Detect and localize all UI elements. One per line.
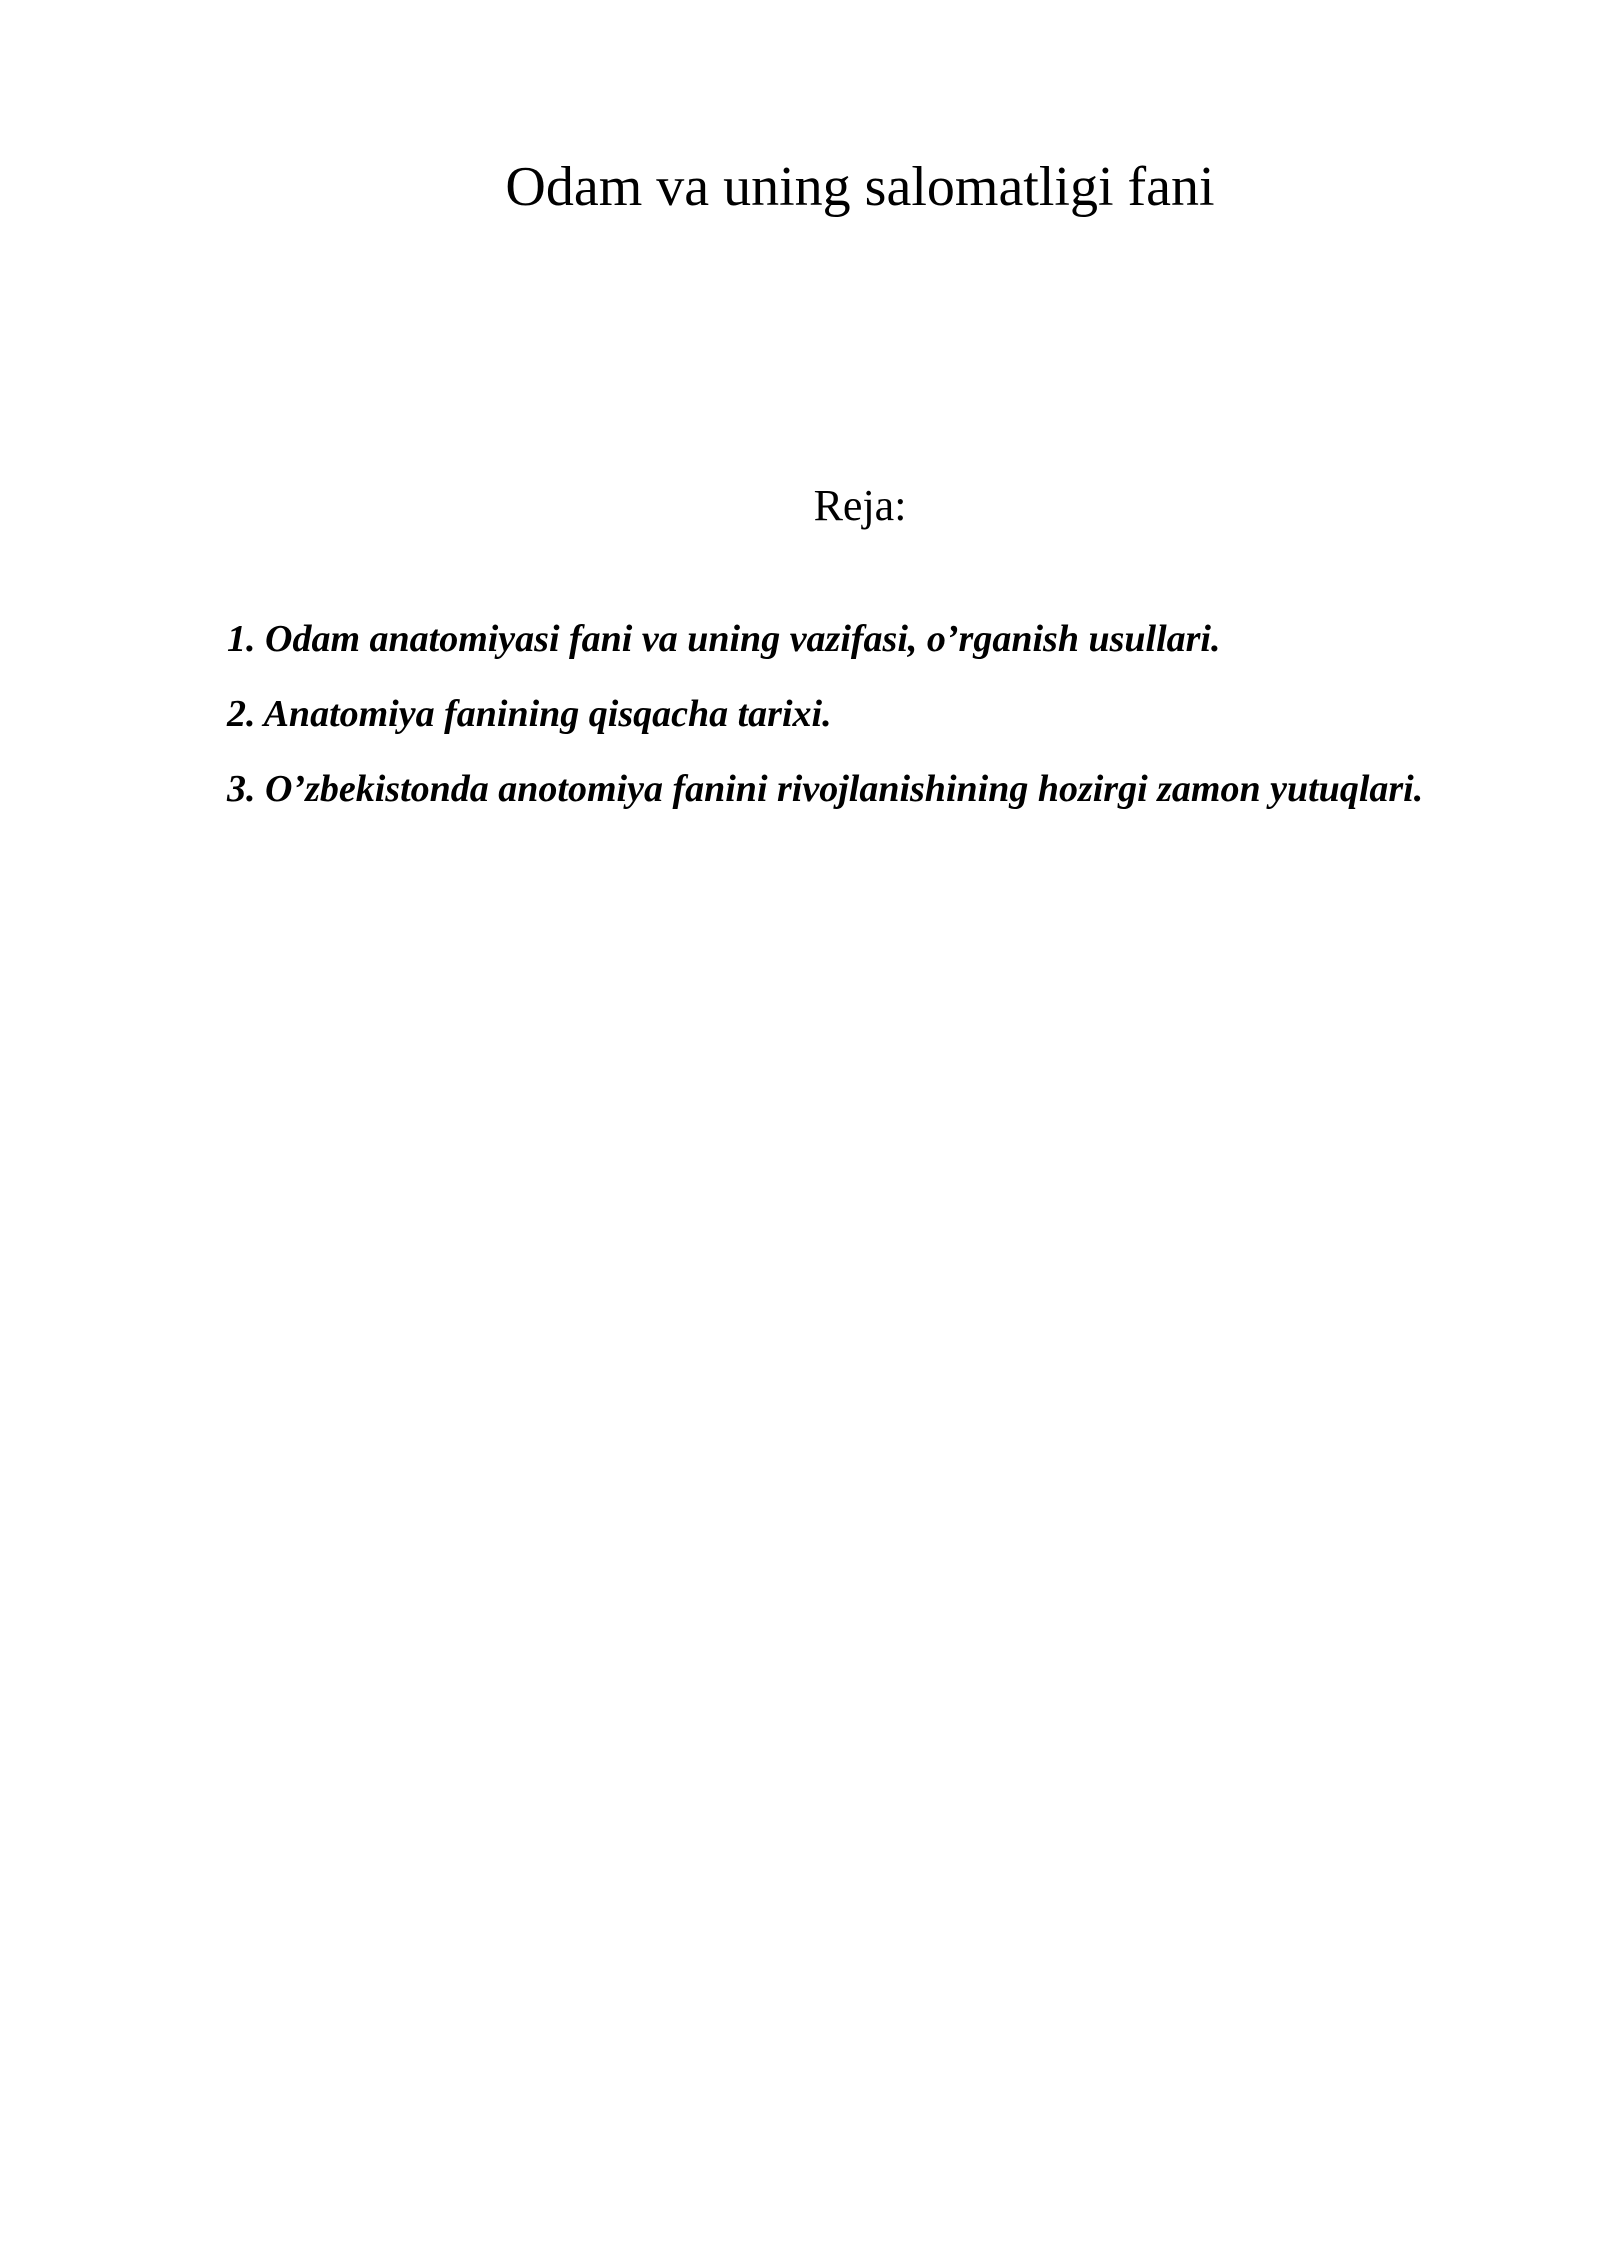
plan-heading: Reja: [813, 481, 907, 530]
plan-list [227, 602, 1489, 827]
plan-item: 1. Odam anatomiyasi fani va uning vazifasi, o’rganish usullari. [227, 618, 1221, 660]
plan-item: 3. O’zbekistonda anotomiya fanini rivojlanishining hozirgi zamon yutuqlari. [227, 768, 1424, 810]
document-title: Odam va uning salomatligi fani [505, 156, 1215, 218]
plan-item: 2. Anatomiya fanining qisqacha tarixi. [227, 693, 832, 735]
